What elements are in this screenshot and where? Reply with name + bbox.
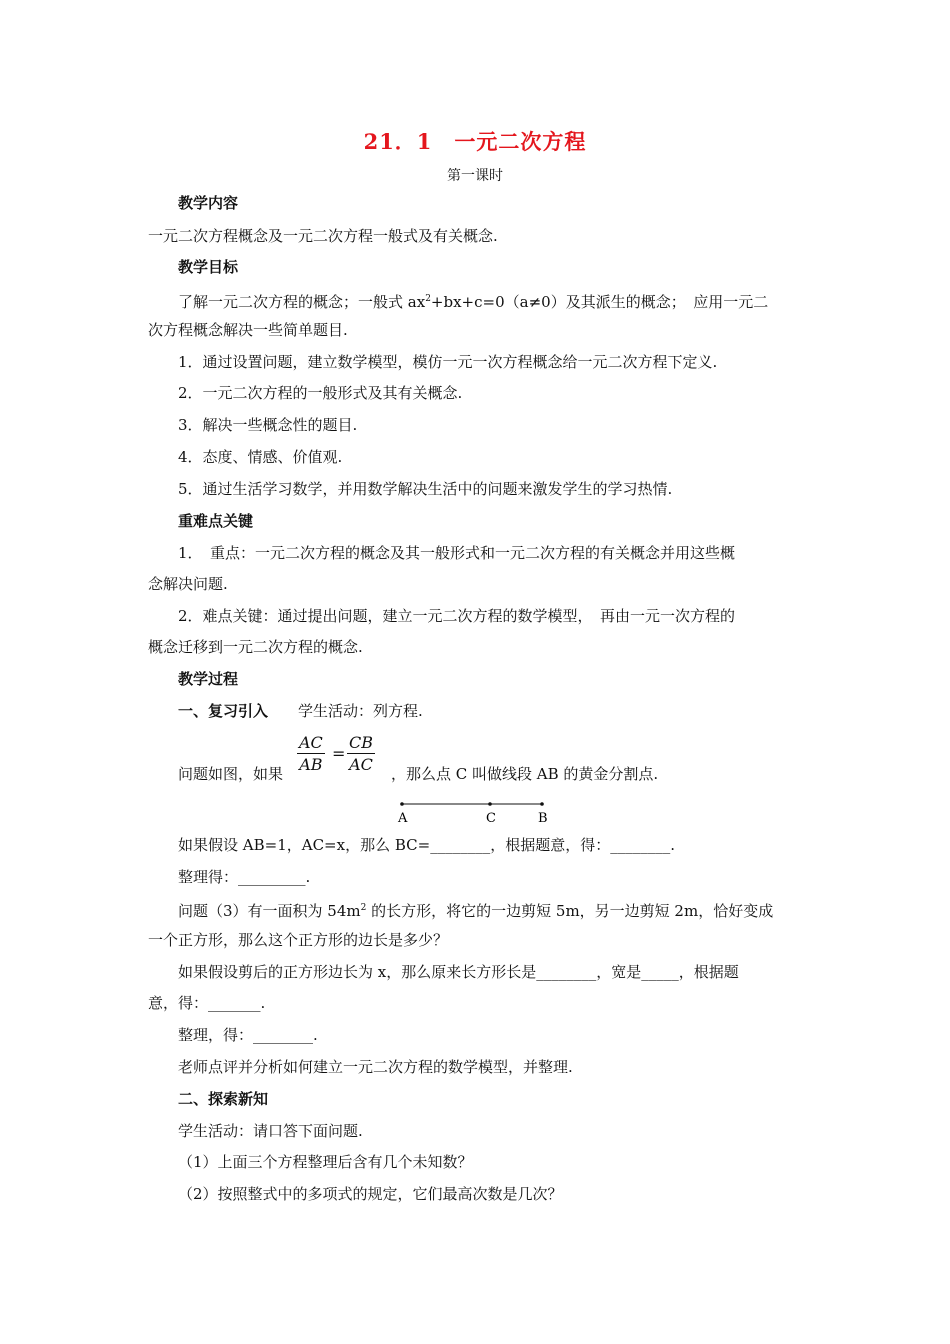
heading-teaching-content: 教学内容 bbox=[178, 194, 239, 212]
label-c: C bbox=[486, 811, 496, 826]
paragraph: 整理，得：________. bbox=[178, 1026, 318, 1044]
paragraph: 1． 重点：一元二次方程的概念及其一般形式和一元二次方程的有关概念并用这些概 bbox=[178, 544, 736, 562]
point-c bbox=[488, 802, 492, 806]
paragraph: 问题如图，如果 ，那么点 C 叫做线段 AB 的黄金分割点. bbox=[178, 765, 659, 783]
heading-teaching-goals: 教学目标 bbox=[178, 258, 239, 276]
heading-key-points: 重难点关键 bbox=[178, 512, 254, 530]
paragraph: 意，得：_______. bbox=[148, 994, 266, 1012]
label-b: B bbox=[538, 811, 548, 826]
section-heading: 二、探索新知 bbox=[178, 1090, 269, 1108]
paragraph: 念解决问题. bbox=[148, 575, 228, 593]
equals-sign: = bbox=[332, 744, 346, 763]
list-item: （2）按照整式中的多项式的规定，它们最高次数是几次？ bbox=[178, 1185, 563, 1203]
paragraph: 老师点评并分析如何建立一元二次方程的数学模型，并整理. bbox=[178, 1058, 573, 1076]
paragraph: 概念迁移到一元二次方程的概念. bbox=[148, 638, 363, 656]
list-item: 2．一元二次方程的一般形式及其有关概念. bbox=[178, 384, 463, 402]
paragraph: 了解一元二次方程的概念；一般式 $ax^2+bx+c=0(a\ne 0)$及其派生的概念； 应用一元二 bbox=[178, 293, 769, 311]
section-intro: 一、复习引入 学生活动：列方程. bbox=[178, 702, 423, 720]
paragraph: 学生活动：请口答下面问题. bbox=[178, 1122, 363, 1140]
fraction-ac-ab: $\frac{AC}{AB}$ bbox=[299, 733, 323, 774]
paragraph: 如果假设 AB=1，AC=x，那么 BC=________，根据题意，得：________. bbox=[178, 836, 675, 854]
list-item: 5．通过生活学习数学，并用数学解决生活中的问题来激发学生的学习热情. bbox=[178, 480, 673, 498]
label-a: A bbox=[398, 811, 408, 826]
paragraph: 2．难点关键：通过提出问题，建立一元二次方程的数学模型， 再由一元一次方程的 bbox=[178, 607, 736, 625]
fraction-cb-ac: $\frac{CB}{AC}$ bbox=[349, 733, 373, 774]
segment-diagram bbox=[392, 798, 562, 828]
paragraph: 整理得：_________. bbox=[178, 868, 311, 886]
paragraph: 问题（3）有一面积为 $54m^2$ 的长方形，将它的一边剪短 5m，另一边剪短 2m，恰好变成 bbox=[178, 902, 774, 920]
page-title: 21．1 一元二次方程 bbox=[363, 129, 587, 154]
paragraph: 一元二次方程概念及一元二次方程一般式及有关概念. bbox=[148, 227, 498, 245]
list-item: 1．通过设置问题，建立数学模型，模仿一元一次方程概念给一元二次方程下定义. bbox=[178, 353, 718, 371]
page-subtitle: 第一课时 bbox=[447, 168, 503, 184]
list-item: （1）上面三个方程整理后含有几个未知数？ bbox=[178, 1153, 473, 1171]
list-item: 3．解决一些概念性的题目. bbox=[178, 416, 358, 434]
list-item: 4．态度、情感、价值观. bbox=[178, 448, 343, 466]
paragraph: 次方程概念解决一些简单题目. bbox=[148, 321, 348, 339]
point-a bbox=[400, 802, 404, 806]
paragraph: 如果假设剪后的正方形边长为 x，那么原来长方形长是________，宽是_____，根据题 bbox=[178, 963, 739, 981]
point-b bbox=[540, 802, 544, 806]
paragraph: 一个正方形，那么这个正方形的边长是多少？ bbox=[148, 931, 449, 949]
heading-teaching-process: 教学过程 bbox=[178, 670, 239, 688]
section-heading: 一、复习引入 bbox=[178, 702, 269, 720]
